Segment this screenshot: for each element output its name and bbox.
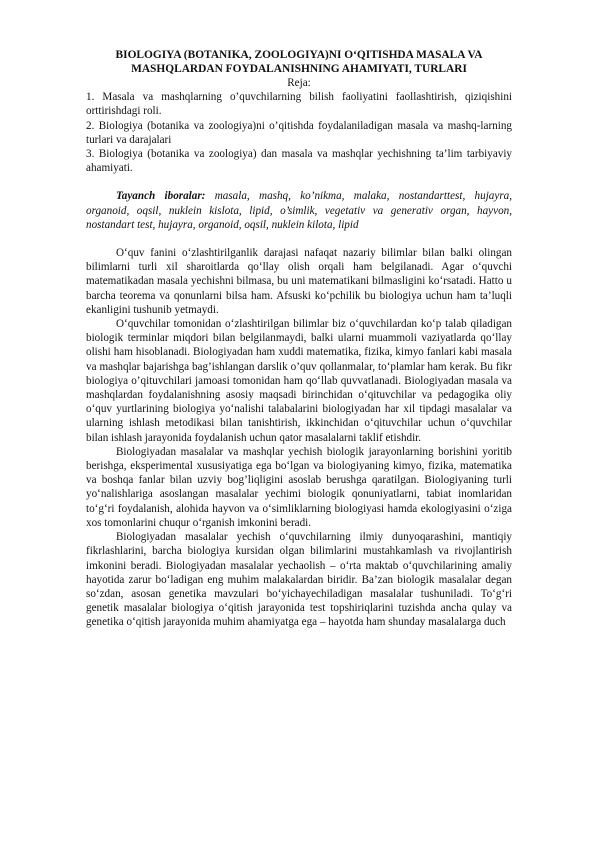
document-title: BIOLOGIYA (BOTANIKA, ZOOLOGIYA)NI O‘QITISHDA MASALA VA MASHQLARDAN FOYDALANISHNING AHAMIYATI, TURLARI — [115, 49, 483, 75]
plan-item-1: 1. Masala va mashqlarning o’quvchilarning bilish faoliyatini faollashtirish, qiziqishini orttirishdagi roli. — [86, 91, 512, 118]
body-paragraph-3: Biologiyadan masalalar va mashqlar yechish biologik jarayonlarning borishini yoritib berishga, eksperimental xususiyatiga ega bo‘lgan va biologiyaning kimyo, fizika, matematika va boshqa fanlar bilan uzviy bog’liqligini asoslab berushga qaratilgan. Biologiyaning turli yo‘nalishlariga asoslangan masalalar yechimi biologik qonuniyatlarni, tabiat inomlaridan to‘g‘ri foydalanish, alohida hayvon va o‘simliklarning biologiyasi hamda ekologiyasini o‘ziga xos tomonlarini chuqur o‘rganish imkonini beradi. — [86, 445, 512, 529]
body-paragraph-1: O‘quv fanini o‘zlashtirilganlik darajasi nafaqat nazariy bilimlar bilan balki olingan bilimlarni turli xil sharoitlarda qo‘llay olish orqali ham belgilanadi. Agar o‘quvchi matematikadan masala yechishni bilmasa, bu uni matematikani bilmasligini ko‘rsatadi. Hatto u barcha teorema va qonunlarni bilsa ham. Afsuski ko‘pchilik bu biologiya uchun ham ta’luqli ekanligini tushunib yetmaydi. — [86, 247, 512, 316]
keywords-label: Tayanch iboralar: — [116, 190, 206, 203]
body-paragraph-4: Biologiyadan masalalar yechish o‘quvchilarning ilmiy dunyoqarashini, mantiqiy fikrlashlarini, barcha biologiya kursidan olgan bilimlarini mustahkamlash va rivojlantirish imkonini beradi. Biologiyadan masalalar yechaolish – o‘rta maktab o‘quvchilarining amaliy hayotida zarur bo‘ladigan eng muhim malakalardan biridir. Ba’zan biologik masalalar degan so‘zdan, asosan genetika mavzulari bo‘yichayechiladigan masalalar tushuniladi. To‘g‘ri genetik masalalar biologiya o‘qitish jarayonida test topshiriqlarini tuzishda ancha qulay va genetika o‘qitish jarayonida muhim ahamiyatga ega – hayotda ham shunday masalalarga duch — [86, 531, 512, 629]
plan-item-3: 3. Biologiya (botanika va zoologiya) dan masala va mashqlar yechishning ta’lim tarbiyaviy ahamiyati. — [86, 148, 512, 175]
keywords-paragraph — [86, 189, 512, 232]
keywords-text: masala, mashq, ko’nikma, malaka, nostandarttest, hujayra, organoid, oqsil, nuklein kislota, lipid, o’simlik, vegetativ va generativ organ, hayvon, nostandart test, hujayra, organoid, oqsil, nuklein kilota, lipid — [86, 190, 513, 231]
plan-heading: Reja: — [287, 77, 311, 89]
plan-item-2: 2. Biologiya (botanika va zoologiya)ni o’qitishda foydalaniladigan masala va mashq-larning turlari va darajalari — [86, 119, 512, 146]
document-page — [86, 48, 512, 630]
body-paragraph-2: O‘quvchilar tomonidan o‘zlashtirilgan bilimlar biz o‘quvchilardan ko‘p talab qiladigan biologik terminlar miqdori bilan belgilanmaydi, balki ularni muammoli vaziyatlarda qo‘llay olishi ham hisoblanadi. Biologiyadan ham xuddi matematika, fizika, kimyo fanlari kabi masala va mashqlar bajarishga bag’ishlangan darslik o’quv qollanmalar, to‘plamlar ham kerak. Bu fikr biologiya o’qituvchilari jamoasi tomonidan ham qo‘llab quvvatlanadi. Biologiyadan masala va mashqlardan foydalanishning asosiy maqsadi birinchidan o‘qituvchilar va pedagogika oliy o‘quv yurtlarining biologiya yo‘nalishi talabalarini biologiyadan har xil tipdagi masalalar va ularning ishlash metodikasi bilan tanishtirish, ikkinchidan o‘qituvchilar uchun o‘quvchilar bilan ishlash jarayonida foydalanish uchun qator masalalarni taklif etishdir. — [86, 318, 512, 444]
